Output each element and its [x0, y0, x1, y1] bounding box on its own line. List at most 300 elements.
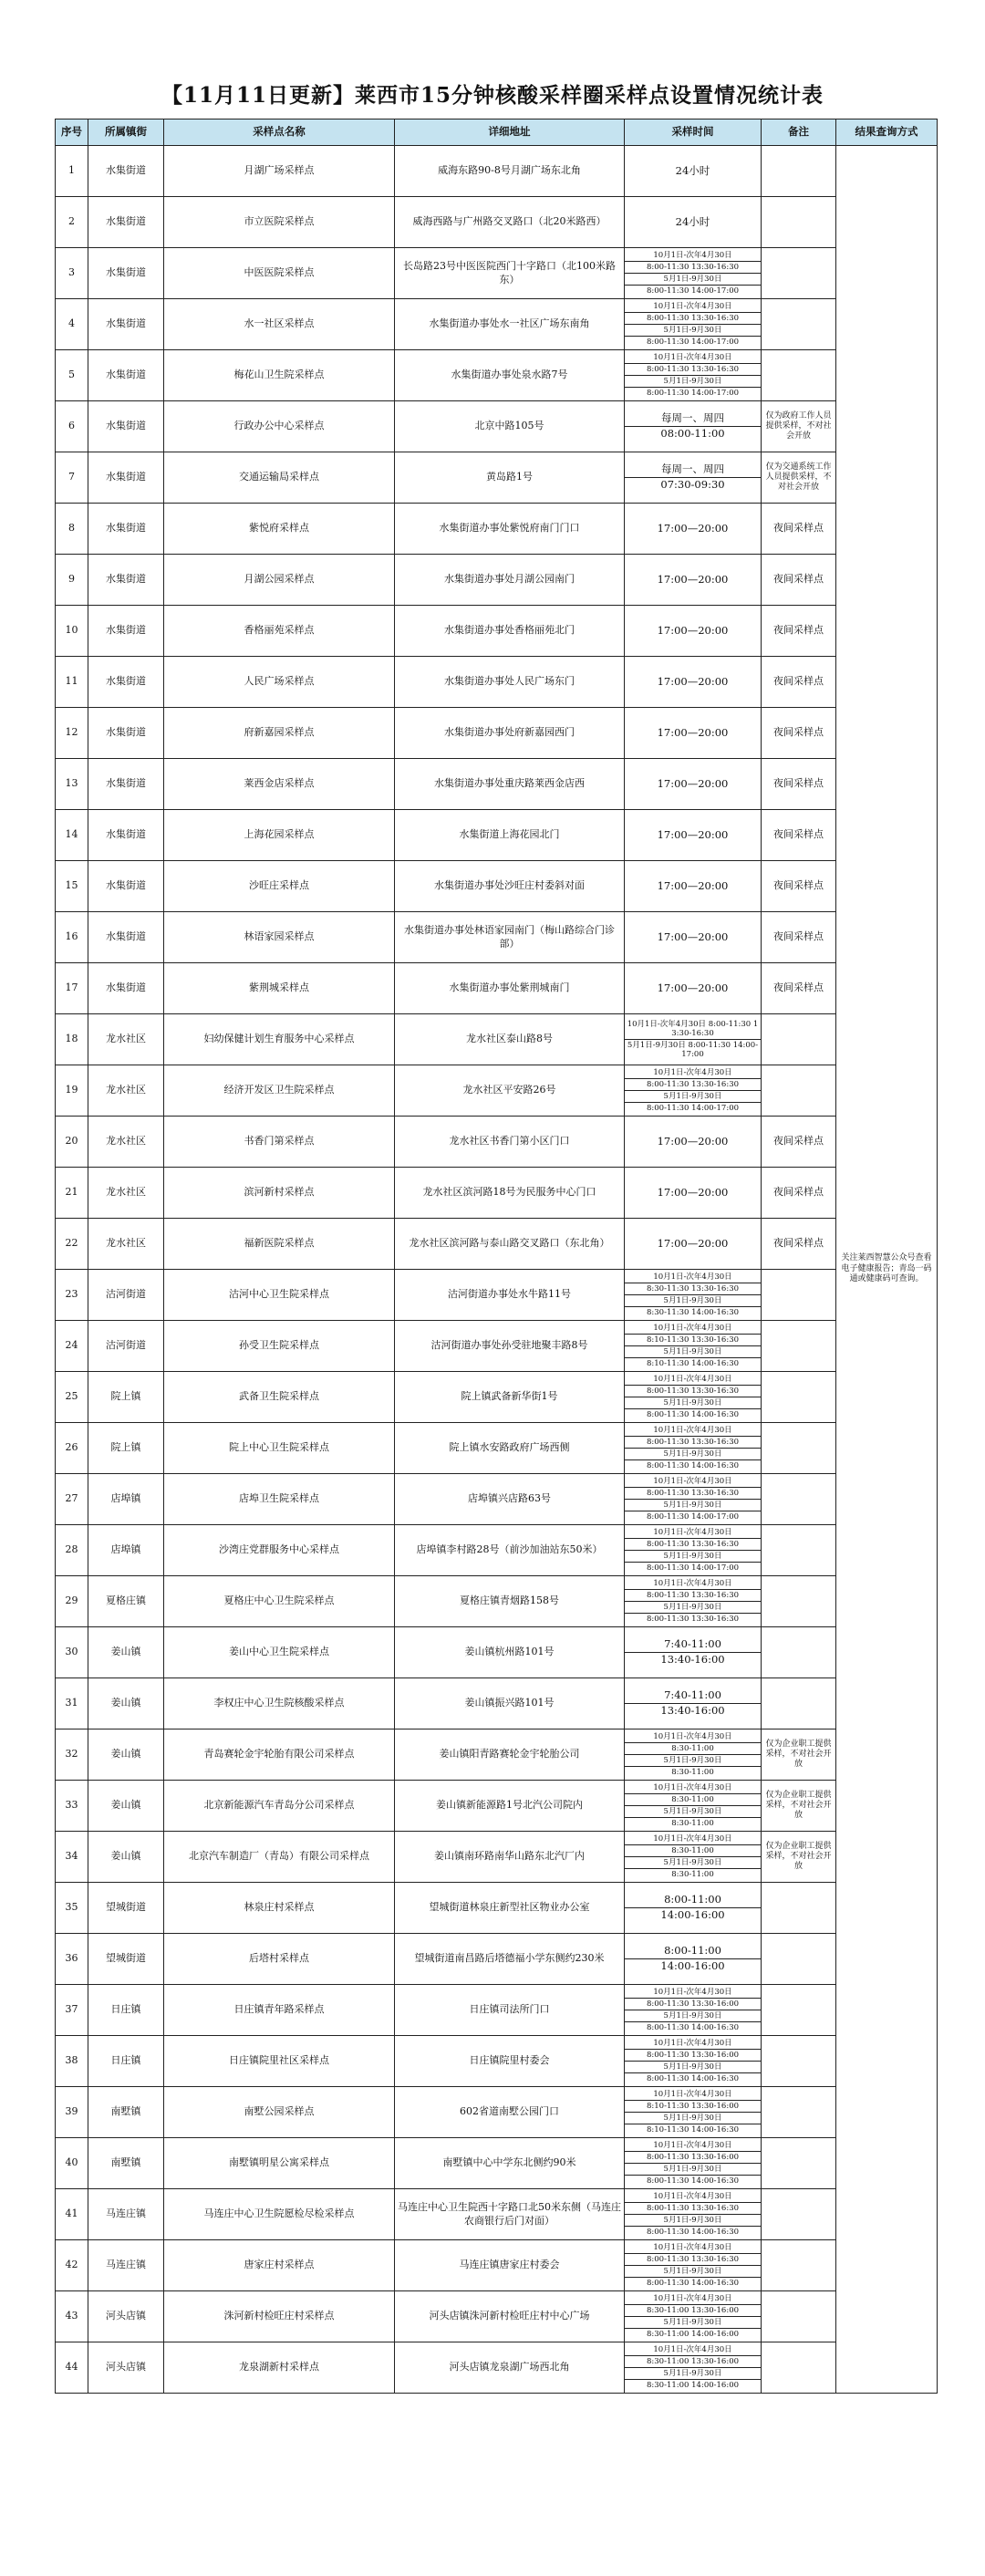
table-row: [56, 401, 938, 452]
time-segment: 5月1日-9月30日: [625, 1295, 761, 1307]
cell-town: 水集街道: [88, 810, 164, 861]
cell-town: 水集街道: [88, 452, 164, 504]
cell-note: [762, 1321, 836, 1372]
table-row: [56, 1627, 938, 1678]
cell-time: [625, 2342, 762, 2394]
time-segment: 5月1日-9月30日: [625, 2317, 761, 2329]
cell-town: 水集街道: [88, 248, 164, 299]
cell-note: 夜间采样点: [762, 606, 836, 657]
cell-no: 44: [56, 2342, 88, 2394]
cell-time: [625, 1474, 762, 1525]
cell-time: [625, 401, 762, 452]
time-segment: 5月1日-9月30日 8:00-11:30 14:00-17:00: [627, 1041, 759, 1060]
cell-time: [625, 1832, 762, 1883]
cell-note: [762, 1474, 836, 1525]
cell-address: 望城街道南昌路后塔德福小学东侧约230米: [395, 1934, 625, 1985]
table-row: [56, 606, 938, 657]
time-segment: 5月1日-9月30日: [625, 2368, 761, 2380]
time-segment: 8:30-11:00: [625, 1794, 761, 1806]
cell-time: [625, 146, 762, 197]
time-segment: 10月1日-次年4月30日: [625, 1425, 761, 1437]
cell-note: [762, 2240, 836, 2291]
time-segment: 8:00-11:30 14:00-17:00: [646, 1512, 740, 1522]
cell-no: 2: [56, 197, 88, 248]
time-segment: 8:00-11:30 14:00-16:30: [646, 1410, 740, 1420]
cell-address: 602省道南墅公园门口: [395, 2087, 625, 2138]
time-segment: 8:00-11:30 14:00-17:00: [646, 338, 740, 348]
time-segment: 8:00-11:30 13:30-16:30: [625, 2203, 761, 2215]
time-segment: 8:00-11:30 13:30-16:30: [625, 1079, 761, 1091]
cell-no: 8: [56, 504, 88, 555]
cell-town: 水集街道: [88, 299, 164, 350]
header-note: 备注: [762, 119, 836, 146]
time-segment: 08:00-11:00: [660, 427, 725, 440]
cell-no: 37: [56, 1985, 88, 2036]
cell-no: 17: [56, 963, 88, 1014]
cell-town: 院上镇: [88, 1423, 164, 1474]
cell-note: [762, 2138, 836, 2189]
time-segment: 10月1日-次年4月30日: [625, 2293, 761, 2305]
table-row: [56, 504, 938, 555]
cell-note: [762, 1985, 836, 2036]
time-segment: 17:00—20:00: [657, 623, 729, 637]
header-time: 采样时间: [625, 119, 762, 146]
time-segment: 5月1日-9月30日: [625, 1602, 761, 1614]
cell-note: 仅为企业职工提供采样，不对社会开放: [762, 1729, 836, 1781]
cell-address: 姜山镇杭州路101号: [395, 1627, 625, 1678]
cell-no: 28: [56, 1525, 88, 1576]
cell-time: [625, 2087, 762, 2138]
cell-site-name: 后塔村采样点: [164, 1934, 395, 1985]
cell-no: 31: [56, 1678, 88, 1729]
cell-no: 26: [56, 1423, 88, 1474]
cell-no: 12: [56, 708, 88, 759]
cell-time: [625, 1985, 762, 2036]
cell-note: [762, 1065, 836, 1117]
cell-no: 5: [56, 350, 88, 401]
cell-town: 店埠镇: [88, 1474, 164, 1525]
site-table: [55, 119, 938, 2394]
time-segment: 10月1日-次年4月30日: [625, 2089, 761, 2101]
cell-note: [762, 1934, 836, 1985]
time-segment: 8:30-11:00 13:30-16:00: [625, 2356, 761, 2368]
time-segment: 8:00-11:30 13:30-16:30: [625, 1386, 761, 1397]
cell-time: [625, 1423, 762, 1474]
time-segment: 5月1日-9月30日: [625, 274, 761, 286]
time-segment: 14:00-16:00: [660, 1908, 725, 1921]
cell-town: 马连庄镇: [88, 2189, 164, 2240]
cell-note: 夜间采样点: [762, 963, 836, 1014]
time-segment: 10月1日-次年4月30日: [625, 1987, 761, 1999]
time-segment: 13:40-16:00: [660, 1653, 725, 1666]
time-segment: 07:30-09:30: [660, 478, 725, 491]
cell-no: 7: [56, 452, 88, 504]
time-segment: 10月1日-次年4月30日 8:00-11:30 13:30-16:30: [625, 1019, 761, 1040]
page-title: 【11月11日更新】莱西市15分钟核酸采样圈采样点设置情况统计表: [161, 83, 824, 108]
time-segment: 10月1日-次年4月30日: [625, 2344, 761, 2356]
cell-note: [762, 1423, 836, 1474]
time-segment: 10月1日-次年4月30日: [625, 1374, 761, 1386]
cell-note: 夜间采样点: [762, 1168, 836, 1219]
time-segment: 10月1日-次年4月30日: [625, 301, 761, 313]
table-row: [56, 1883, 938, 1934]
cell-town: 水集街道: [88, 861, 164, 912]
time-segment: 5月1日-9月30日: [625, 2266, 761, 2278]
cell-no: 1: [56, 146, 88, 197]
cell-address: 龙水社区滨河路与泰山路交叉路口（东北角）: [395, 1219, 625, 1270]
table-row: [56, 1423, 938, 1474]
time-segment: 5月1日-9月30日: [625, 1551, 761, 1563]
cell-note: 夜间采样点: [762, 504, 836, 555]
cell-town: 龙水社区: [88, 1219, 164, 1270]
time-segment: 8:00-11:30 13:30-16:00: [625, 2152, 761, 2164]
time-segment: 8:10-11:30 14:00-16:30: [646, 2125, 740, 2135]
cell-town: 夏格庄镇: [88, 1576, 164, 1627]
cell-town: 龙水社区: [88, 1065, 164, 1117]
cell-address: 河头店镇洙河新村检旺庄村中心广场: [395, 2291, 625, 2342]
cell-site-name: 香格丽苑采样点: [164, 606, 395, 657]
cell-site-name: 店埠卫生院采样点: [164, 1474, 395, 1525]
cell-note: 夜间采样点: [762, 759, 836, 810]
cell-site-name: 上海花园采样点: [164, 810, 395, 861]
cell-site-name: 夏格庄中心卫生院采样点: [164, 1576, 395, 1627]
cell-town: 水集街道: [88, 504, 164, 555]
cell-address: 姜山镇新能源路1号北汽公司院内: [395, 1781, 625, 1832]
time-segment: 17:00—20:00: [657, 674, 729, 688]
cell-address: 店埠镇兴店路63号: [395, 1474, 625, 1525]
cell-time: [625, 1117, 762, 1168]
cell-no: 43: [56, 2291, 88, 2342]
cell-town: 日庄镇: [88, 2036, 164, 2087]
cell-town: 姜山镇: [88, 1832, 164, 1883]
cell-site-name: 日庄镇院里社区采样点: [164, 2036, 395, 2087]
cell-result-query: 关注莱西智慧公众号查看电子健康报告；青岛一码通或健康码可查询。: [836, 146, 938, 2394]
cell-note: [762, 146, 836, 197]
cell-site-name: 水一社区采样点: [164, 299, 395, 350]
cell-town: 姜山镇: [88, 1678, 164, 1729]
time-segment: 8:00-11:30 13:30-16:30: [625, 1539, 761, 1551]
cell-address: 院上镇武备新华街1号: [395, 1372, 625, 1423]
table-row: [56, 708, 938, 759]
time-segment: 8:00-11:00: [625, 1893, 761, 1908]
cell-note: [762, 197, 836, 248]
cell-time: [625, 2189, 762, 2240]
cell-time: [625, 2138, 762, 2189]
time-segment: 每周一、周四: [625, 411, 761, 427]
cell-town: 日庄镇: [88, 1985, 164, 2036]
time-segment: 8:10-11:30 13:30-16:30: [625, 1335, 761, 1346]
cell-time: [625, 452, 762, 504]
header-no: 序号: [56, 119, 88, 146]
cell-town: 水集街道: [88, 708, 164, 759]
cell-time: [625, 1576, 762, 1627]
cell-no: 32: [56, 1729, 88, 1781]
cell-time: [625, 1627, 762, 1678]
cell-address: 水集街道办事处水一社区广场东南角: [395, 299, 625, 350]
time-segment: 8:00-11:30 14:00-16:30: [646, 1461, 740, 1471]
time-segment: 8:10-11:30 13:30-16:00: [625, 2101, 761, 2113]
cell-time: [625, 350, 762, 401]
time-segment: 5月1日-9月30日: [625, 2010, 761, 2022]
time-segment: 8:00-11:30 13:30-16:00: [625, 1999, 761, 2010]
cell-note: 夜间采样点: [762, 1117, 836, 1168]
cell-address: 姜山镇南环路南华山路东北汽厂内: [395, 1832, 625, 1883]
cell-no: 9: [56, 555, 88, 606]
table-row: [56, 248, 938, 299]
time-segment: 8:10-11:30 14:00-16:30: [646, 1359, 740, 1369]
time-segment: 8:00-11:30 13:30-16:30: [625, 313, 761, 325]
cell-town: 姜山镇: [88, 1627, 164, 1678]
table-row: [56, 1117, 938, 1168]
cell-time: [625, 861, 762, 912]
cell-site-name: 院上中心卫生院采样点: [164, 1423, 395, 1474]
cell-site-name: 北京新能源汽车青岛分公司采样点: [164, 1781, 395, 1832]
cell-time: [625, 1729, 762, 1781]
time-segment: 8:00-11:30 14:00-16:30: [646, 2228, 740, 2238]
table-row: [56, 759, 938, 810]
time-segment: 10月1日-次年4月30日: [625, 1833, 761, 1845]
cell-time: [625, 1014, 762, 1065]
cell-address: 日庄镇院里村委会: [395, 2036, 625, 2087]
table-row: [56, 1678, 938, 1729]
time-segment: 24小时: [675, 214, 710, 228]
cell-address: 龙水社区平安路26号: [395, 1065, 625, 1117]
time-segment: 17:00—20:00: [657, 725, 729, 739]
cell-address: 威海西路与广州路交叉路口（北20米路西）: [395, 197, 625, 248]
time-segment: 8:30-11:00: [625, 1743, 761, 1755]
cell-town: 水集街道: [88, 555, 164, 606]
time-segment: 8:30-11:00: [625, 1845, 761, 1857]
time-segment: 10月1日-次年4月30日: [625, 1782, 761, 1794]
table-row: [56, 299, 938, 350]
cell-town: 姜山镇: [88, 1729, 164, 1781]
cell-address: 水集街道办事处紫悦府南门门口: [395, 504, 625, 555]
cell-note: [762, 1372, 836, 1423]
time-segment: 5月1日-9月30日: [625, 2062, 761, 2073]
cell-no: 3: [56, 248, 88, 299]
cell-site-name: 行政办公中心采样点: [164, 401, 395, 452]
cell-no: 22: [56, 1219, 88, 1270]
cell-town: 店埠镇: [88, 1525, 164, 1576]
cell-note: [762, 1576, 836, 1627]
time-segment: 8:00-11:30 14:00-17:00: [646, 1563, 740, 1574]
time-segment: 8:30-11:00 13:30-16:00: [625, 2305, 761, 2317]
table-row: [56, 555, 938, 606]
time-segment: 5月1日-9月30日: [625, 1857, 761, 1869]
cell-no: 33: [56, 1781, 88, 1832]
cell-town: 水集街道: [88, 759, 164, 810]
time-segment: 8:00-11:30 14:00-16:30: [646, 2023, 740, 2033]
time-segment: 7:40-11:00: [625, 1637, 761, 1653]
cell-site-name: 人民广场采样点: [164, 657, 395, 708]
cell-site-name: 妇幼保健计划生育服务中心采样点: [164, 1014, 395, 1065]
cell-time: [625, 299, 762, 350]
cell-note: [762, 2036, 836, 2087]
cell-site-name: 梅花山卫生院采样点: [164, 350, 395, 401]
cell-no: 4: [56, 299, 88, 350]
cell-address: 龙水社区书香门第小区门口: [395, 1117, 625, 1168]
table-header-row: [56, 119, 938, 146]
cell-town: 南墅镇: [88, 2087, 164, 2138]
table-row: [56, 1576, 938, 1627]
cell-no: 14: [56, 810, 88, 861]
cell-site-name: 中医医院采样点: [164, 248, 395, 299]
cell-note: 夜间采样点: [762, 708, 836, 759]
cell-address: 龙水社区泰山路8号: [395, 1014, 625, 1065]
cell-time: [625, 657, 762, 708]
table-row: [56, 2036, 938, 2087]
cell-town: 望城街道: [88, 1883, 164, 1934]
time-segment: 10月1日-次年4月30日: [625, 1476, 761, 1488]
time-segment: 10月1日-次年4月30日: [625, 1731, 761, 1743]
cell-address: 院上镇水安路政府广场西侧: [395, 1423, 625, 1474]
cell-note: 仅为企业职工提供采样，不对社会开放: [762, 1832, 836, 1883]
table-row: [56, 1781, 938, 1832]
cell-note: [762, 1678, 836, 1729]
cell-address: 马连庄中心卫生院西十字路口北50米东侧（马连庄农商银行后门对面）: [395, 2189, 625, 2240]
cell-note: 夜间采样点: [762, 1219, 836, 1270]
cell-no: 21: [56, 1168, 88, 1219]
cell-site-name: 莱西金店采样点: [164, 759, 395, 810]
time-segment: 10月1日-次年4月30日: [625, 2140, 761, 2152]
time-segment: 5月1日-9月30日: [625, 2215, 761, 2227]
time-segment: 5月1日-9月30日: [625, 1449, 761, 1460]
time-segment: 17:00—20:00: [657, 521, 729, 535]
cell-no: 39: [56, 2087, 88, 2138]
cell-no: 10: [56, 606, 88, 657]
cell-no: 25: [56, 1372, 88, 1423]
time-segment: 5月1日-9月30日: [625, 325, 761, 337]
time-segment: 17:00—20:00: [657, 827, 729, 841]
time-segment: 8:00-11:30 14:00-16:30: [646, 2176, 740, 2186]
cell-town: 沽河街道: [88, 1321, 164, 1372]
cell-town: 水集街道: [88, 657, 164, 708]
cell-note: [762, 1525, 836, 1576]
time-segment: 8:00-11:30 14:00-17:00: [646, 389, 740, 399]
cell-note: [762, 1883, 836, 1934]
time-segment: 8:00-11:30 13:30-16:30: [625, 1488, 761, 1500]
time-segment: 8:30-11:30 14:00-16:30: [646, 1308, 740, 1318]
cell-site-name: 日庄镇青年路采样点: [164, 1985, 395, 2036]
cell-time: [625, 708, 762, 759]
cell-time: [625, 1525, 762, 1576]
table-row: [56, 2291, 938, 2342]
time-segment: 5月1日-9月30日: [625, 1806, 761, 1818]
cell-address: 水集街道办事处紫荆城南门: [395, 963, 625, 1014]
cell-town: 望城街道: [88, 1934, 164, 1985]
cell-address: 水集街道办事处沙旺庄村委斜对面: [395, 861, 625, 912]
cell-address: 长岛路23号中医医院西门十字路口（北100米路东）: [395, 248, 625, 299]
cell-address: 龙水社区滨河路18号为民服务中心门口: [395, 1168, 625, 1219]
time-segment: 10月1日-次年4月30日: [625, 250, 761, 262]
cell-site-name: 府新嘉园采样点: [164, 708, 395, 759]
time-segment: 10月1日-次年4月30日: [625, 2191, 761, 2203]
cell-no: 11: [56, 657, 88, 708]
time-segment: 24小时: [675, 163, 710, 177]
cell-address: 北京中路105号: [395, 401, 625, 452]
time-segment: 7:40-11:00: [625, 1688, 761, 1704]
time-segment: 10月1日-次年4月30日: [625, 1527, 761, 1539]
cell-site-name: 沙旺庄采样点: [164, 861, 395, 912]
table-row: [56, 1372, 938, 1423]
header-site-name: 采样点名称: [164, 119, 395, 146]
time-segment: 8:00-11:30 14:00-17:00: [646, 286, 740, 296]
table-row: [56, 452, 938, 504]
cell-address: 水集街道办事处香格丽苑北门: [395, 606, 625, 657]
table-row: [56, 2342, 938, 2394]
cell-no: 18: [56, 1014, 88, 1065]
cell-address: 姜山镇振兴路101号: [395, 1678, 625, 1729]
cell-site-name: 林语家园采样点: [164, 912, 395, 963]
cell-site-name: 李权庄中心卫生院核酸采样点: [164, 1678, 395, 1729]
cell-note: 仅为企业职工提供采样，不对社会开放: [762, 1781, 836, 1832]
time-segment: 每周一、周四: [625, 462, 761, 478]
cell-town: 马连庄镇: [88, 2240, 164, 2291]
cell-address: 沽河街道办事处水牛路11号: [395, 1270, 625, 1321]
cell-no: 24: [56, 1321, 88, 1372]
cell-town: 河头店镇: [88, 2291, 164, 2342]
cell-address: 南墅镇中心中学东北侧约90米: [395, 2138, 625, 2189]
time-segment: 17:00—20:00: [657, 776, 729, 790]
time-segment: 8:00-11:30 13:30-16:30: [625, 262, 761, 274]
cell-address: 水集街道上海花园北门: [395, 810, 625, 861]
time-segment: 17:00—20:00: [657, 572, 729, 586]
cell-note: 夜间采样点: [762, 912, 836, 963]
header-address: 详细地址: [395, 119, 625, 146]
time-segment: 5月1日-9月30日: [625, 376, 761, 388]
cell-site-name: 马连庄中心卫生院愿检尽检采样点: [164, 2189, 395, 2240]
cell-time: [625, 1168, 762, 1219]
cell-note: [762, 1627, 836, 1678]
table-row: [56, 2189, 938, 2240]
cell-site-name: 交通运输局采样点: [164, 452, 395, 504]
cell-address: 日庄镇司法所门口: [395, 1985, 625, 2036]
cell-no: 29: [56, 1576, 88, 1627]
cell-address: 水集街道办事处月湖公园南门: [395, 555, 625, 606]
cell-town: 沽河街道: [88, 1270, 164, 1321]
table-row: [56, 197, 938, 248]
cell-site-name: 北京汽车制造厂（青岛）有限公司采样点: [164, 1832, 395, 1883]
cell-no: 35: [56, 1883, 88, 1934]
table-row: [56, 1525, 938, 1576]
cell-no: 20: [56, 1117, 88, 1168]
time-segment: 10月1日-次年4月30日: [625, 2242, 761, 2254]
time-segment: 10月1日-次年4月30日: [625, 2038, 761, 2050]
cell-time: [625, 2291, 762, 2342]
cell-town: 水集街道: [88, 606, 164, 657]
cell-no: 42: [56, 2240, 88, 2291]
time-segment: 17:00—20:00: [657, 1134, 729, 1148]
cell-time: [625, 504, 762, 555]
cell-no: 36: [56, 1934, 88, 1985]
cell-site-name: 沙湾庄党群服务中心采样点: [164, 1525, 395, 1576]
cell-town: 水集街道: [88, 912, 164, 963]
cell-no: 6: [56, 401, 88, 452]
time-segment: 17:00—20:00: [657, 981, 729, 994]
cell-address: 水集街道办事处重庆路莱西金店西: [395, 759, 625, 810]
table-row: [56, 1832, 938, 1883]
cell-site-name: 福新医院采样点: [164, 1219, 395, 1270]
time-segment: 8:00-11:00: [625, 1944, 761, 1959]
cell-town: 院上镇: [88, 1372, 164, 1423]
cell-town: 南墅镇: [88, 2138, 164, 2189]
cell-no: 30: [56, 1627, 88, 1678]
cell-site-name: 紫悦府采样点: [164, 504, 395, 555]
cell-site-name: 龙泉湖新村采样点: [164, 2342, 395, 2394]
cell-no: 34: [56, 1832, 88, 1883]
time-segment: 13:40-16:00: [660, 1704, 725, 1717]
cell-town: 水集街道: [88, 146, 164, 197]
